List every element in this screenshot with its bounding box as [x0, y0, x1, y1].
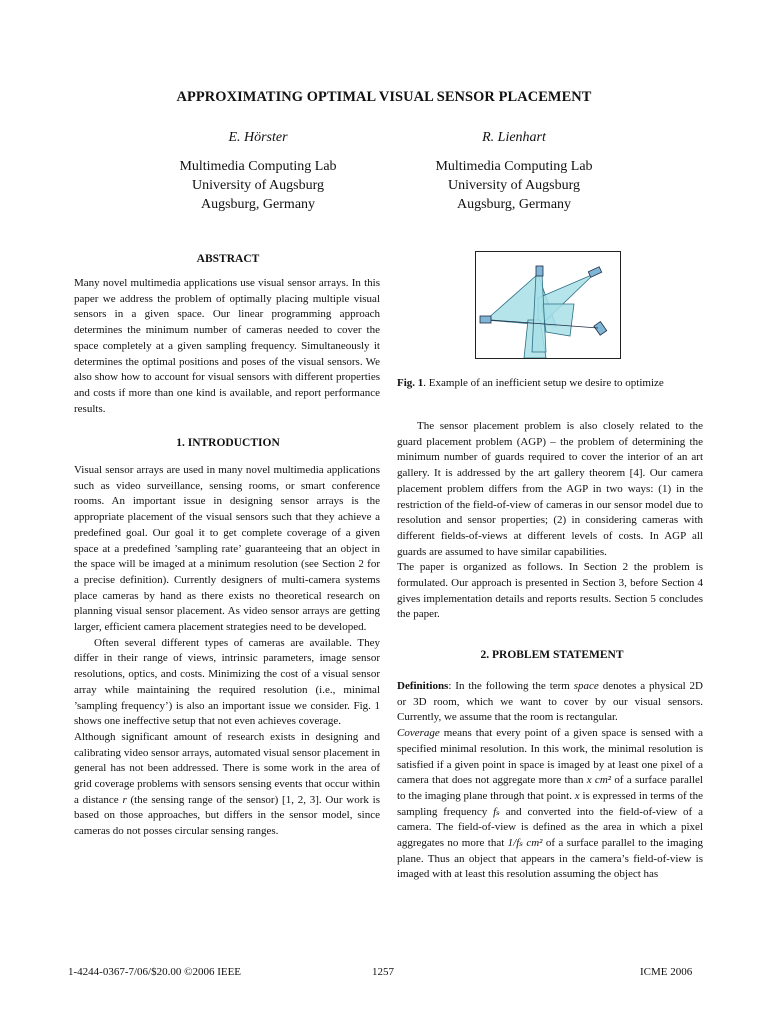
right-paragraph-1: The sensor placement problem is also closely related to the guard placement problem (AGP) – the problem of determining the minimum number of guards required to cover the interior of an art gallery. It is addressed by the art gallery theorem [4]. Our camera placement problem differs from the AGP in two ways: (1) in the restriction of the field-of-view of cameras in our sensor model due to resolution and sensor properties; (2) in considering cameras with different fields-of-views at different levels of costs. In AGP all guards are assumed to have similar capabilities.	[397, 420, 703, 558]
author-name: R. Lienhart	[482, 130, 546, 145]
abstract-heading: ABSTRACT	[196, 253, 260, 265]
abstract-paragraph: Many novel multimedia applications use visual sensor arrays. In this paper we address the problem of optimally placing multiple visual sensors in a given space. Our linear programming approach determines the minimum number of cameras needed to cover the space completely at a given sampling frequency. Simultaneously it determines the optimal positions and poses of the visual sensors. We also show how to account for visual sensors with different properties and costs if more than one kind is available, and report performance results.	[74, 277, 380, 415]
footer-copyright: 1-4244-0367-7/06/$20.00 ©2006 IEEE	[68, 966, 242, 978]
fov-region	[542, 304, 574, 336]
coverage-paragraph	[397, 726, 703, 883]
intro-paragraph-1: Visual sensor arrays are used in many novel multimedia applications such as video surveillance, sensing rooms, or smart conference rooms. An important issue in designing sensor arrays is the appropriate placement of the visual sensors such that they achieve a predefined goal. Our goal it to get complete coverage of a given space at a predefined ’sampling rate’ guaranteeing that an object in the space will be imaged at a minimum resolution (see Section 2 for a precise definition). Currently designers of multi-camera systems place cameras by hand as there exists no theoretical research on planning visual sensor placement. As video sensor arrays are getting larger, efficient camera placement strategies need to be developed.	[74, 464, 380, 634]
paper-title: APPROXIMATING OPTIMAL VISUAL SENSOR PLACEMENT	[176, 89, 592, 105]
right-intro-text	[397, 419, 703, 623]
math-variable: x	[574, 789, 580, 802]
text-run: (the sensing range of the sensor) [1, 2, 3]. Our work is based on those approaches, but differs in the sensor model, since cameras do not posses circular sensing ranges.	[74, 793, 380, 838]
text-run: : In the following the term	[448, 680, 574, 692]
math-variable: r	[122, 793, 127, 806]
footer-conference: ICME 2006	[640, 966, 693, 978]
figure-caption-text: . Example of an inefficient setup we desire to optimize	[423, 377, 664, 389]
author-affiliation-line: University of Augsburg	[192, 178, 324, 193]
figure-label: Fig. 1	[397, 377, 424, 389]
figure-caption	[397, 377, 707, 389]
problem-heading: 2. PROBLEM STATEMENT	[480, 649, 624, 661]
abstract-text	[74, 276, 380, 417]
page-number: 1257	[372, 966, 394, 978]
definitions-label: Definitions	[397, 680, 449, 692]
math-term: space	[573, 680, 599, 692]
problem-text	[397, 679, 703, 883]
intro-text	[74, 463, 380, 840]
author-affiliation-line: Multimedia Computing Lab	[435, 159, 593, 174]
intro-paragraph-3	[74, 730, 380, 840]
author-block-2	[384, 130, 644, 214]
math-variable: fₛ	[493, 805, 500, 818]
text-run: is expressed in terms of the sampling frequency	[397, 789, 703, 818]
intro-paragraph-2: Often several different types of cameras are available. They differ in their range of views, intrinsic parameters, image sensor resolutions, optics, and costs. Minimizing the cost of a visual sensor array while maintaining the required resolution (i.e., minimal ’sampling frequency’) is also an important issue we consider. Fig. 1 shows one ineffective setup that not even achieves coverage.	[74, 636, 380, 728]
camera-icon	[480, 316, 491, 323]
author-affiliation-line: University of Augsburg	[448, 178, 580, 193]
text-run: of a surface parallel to the imaging plane through that point.	[397, 774, 703, 802]
text-run: and converted into the field-of-view of a camera. The field-of-view is defined as the area in which a pixel aggregates no more that	[397, 805, 703, 850]
author-affiliation-line: Augsburg, Germany	[456, 197, 572, 212]
author-block-1	[128, 130, 388, 214]
text-run: means that every point of a given space is sensed with a specified minimal resolution. In this work, the minimal resolution is satisfied if a given point in space is imaged by at least one pixel of a camera that does not aggregate more than	[397, 727, 703, 787]
author-name: E. Hörster	[228, 130, 288, 145]
definitions-paragraph	[397, 679, 703, 726]
math-expression: 1/fₛ cm²	[507, 837, 543, 850]
math-term: Coverage	[397, 727, 440, 740]
text-run: Although significant amount of research exists in designing and calibrating video sensor arrays, automated visual sensor placement in general has not been addressed. There is some work in the area of grid coverage problems with sensors sensing events that occur within a distance	[74, 730, 380, 806]
camera-icon	[594, 322, 607, 336]
text-run: of a surface parallel to the imaging plane. Thus an object that appears in the camera’s field-of-view is imaged with at least this resolution assuming the object has	[397, 837, 703, 881]
camera-setup-diagram	[476, 252, 620, 358]
math-expression: x cm²	[586, 774, 612, 787]
camera-icon	[536, 266, 543, 276]
author-affiliation-line: Multimedia Computing Lab	[179, 159, 337, 174]
right-paragraph-2: The paper is organized as follows. In Section 2 the problem is formulated. Our approach is presented in Section 3, before Section 4 gives implementation details and reports results. Section 5 concludes the paper.	[397, 561, 703, 621]
intro-heading: 1. INTRODUCTION	[176, 437, 280, 449]
author-affiliation-line: Augsburg, Germany	[200, 197, 316, 212]
figure-1	[475, 251, 621, 359]
text-run: denotes a physical 2D or 3D room, which we want to cover by our visual sensors. Currently, we assume that the room is rectangular.	[397, 680, 703, 724]
camera-icon	[588, 267, 601, 278]
